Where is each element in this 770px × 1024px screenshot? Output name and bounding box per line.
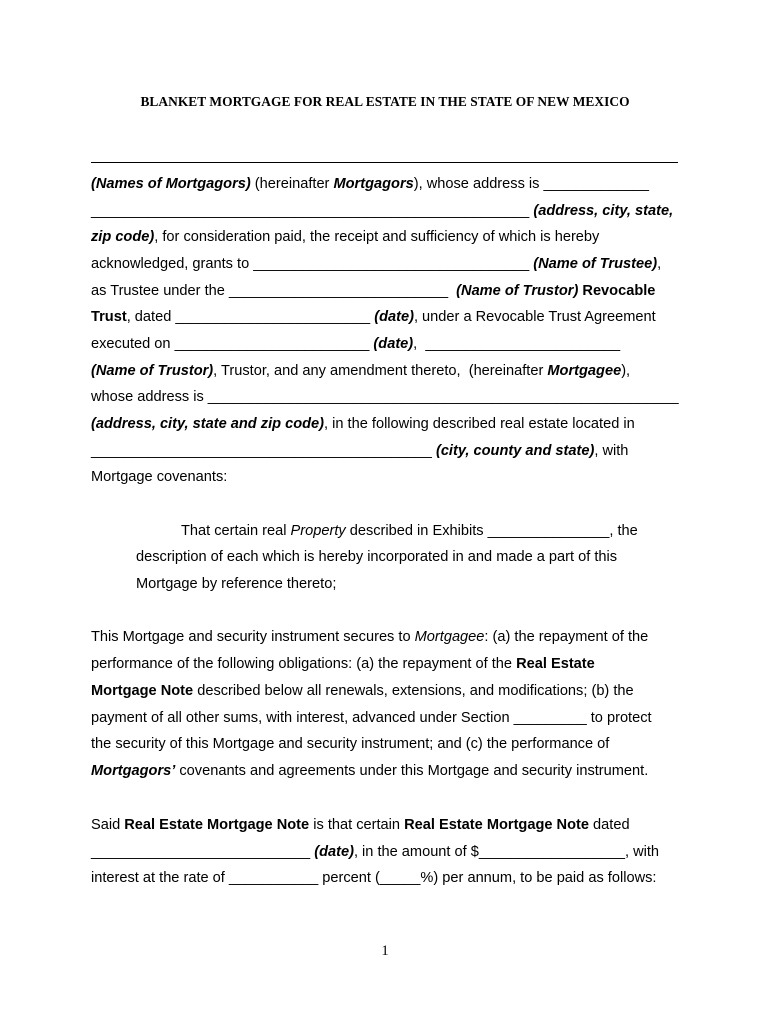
grant-line-11: __________________________________________ (city, county and state), with — [91, 443, 629, 459]
property-line-2: description of each which is hereby incorporated in and made a part of this — [136, 549, 618, 565]
grant-line-3: zip code), for consideration paid, the receipt and sufficiency of which is hereby — [91, 229, 600, 245]
obligations-line-3: Mortgage Note described below all renewals, extensions, and modifications; (b) the — [91, 683, 634, 699]
obligations-line-2: performance of the following obligations: (a) the repayment of the Real Estate — [91, 656, 595, 672]
obligations-line-4: payment of all other sums, with interest, advanced under Section _________ to protect — [91, 710, 652, 726]
obligations-line-6: Mortgagors’ covenants and agreements under this Mortgage and security instrument. — [91, 763, 649, 779]
property-line-1: That certain real Property described in Exhibits _______________, the — [181, 523, 638, 539]
grant-line-10: (address, city, state and zip code), in the following described real estate located in — [91, 416, 635, 432]
obligations-line-1: This Mortgage and security instrument secures to Mortgagee: (a) the repayment of the — [91, 629, 649, 645]
note-line-3: interest at the rate of ___________ percent (_____%) per annum, to be paid as follows: — [91, 870, 657, 886]
note-line-1: Said Real Estate Mortgage Note is that certain Real Estate Mortgage Note dated — [91, 817, 630, 833]
grant-line-8: (Name of Trustor), Trustor, and any amendment thereto, (hereinafter Mortgagee), — [91, 363, 631, 379]
grant-line-9: whose address is __________________________________________________________ — [91, 389, 679, 405]
document-title: BLANKET MORTGAGE FOR REAL ESTATE IN THE STATE OF NEW MEXICO — [140, 94, 630, 109]
grant-line-4: acknowledged, grants to __________________________________ (Name of Trustee), — [91, 256, 662, 272]
grant-line-6: Trust, dated ________________________ (date), under a Revocable Trust Agreement — [91, 309, 656, 325]
grant-line-2: ______________________________________________________ (address, city, state, — [91, 203, 674, 219]
note-line-2: ___________________________ (date), in the amount of $__________________, with — [91, 844, 660, 860]
mortgagor-names-blank-line — [91, 162, 678, 163]
obligations-line-5: the security of this Mortgage and security instrument; and (c) the performance of — [91, 736, 610, 752]
property-line-3: Mortgage by reference thereto; — [136, 576, 337, 592]
grant-line-7: executed on ________________________ (date), ________________________ — [91, 336, 621, 352]
grant-line-1: (Names of Mortgagors) (hereinafter Mortgagors), whose address is _____________ — [91, 176, 650, 192]
page-number: 1 — [381, 943, 389, 959]
grant-line-12: Mortgage covenants: — [91, 469, 228, 485]
grant-line-5: as Trustee under the ___________________________ (Name of Trustor) Revocable — [91, 283, 656, 299]
